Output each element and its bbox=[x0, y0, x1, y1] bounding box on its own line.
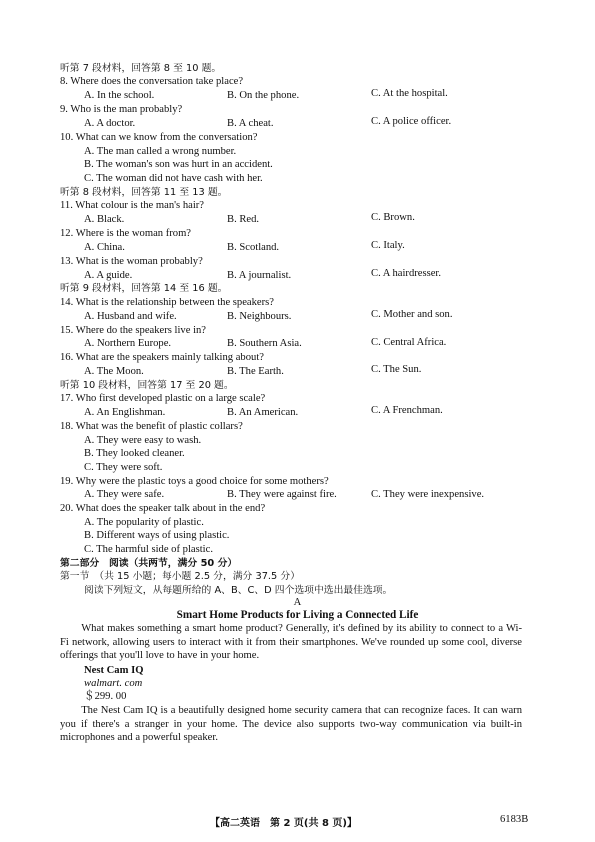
question-19: 19. Why were the plastic toys a good choice for some mothers? bbox=[60, 476, 329, 487]
q11-option-b: B. Red. bbox=[227, 214, 260, 225]
q17-option-b: B. An American. bbox=[227, 407, 299, 418]
question-14: 14. What is the relationship between the speakers? bbox=[60, 297, 274, 308]
q8-option-a: A. In the school. bbox=[84, 90, 155, 101]
q8-option-c: C. At the hospital. bbox=[371, 88, 448, 99]
product-name: Nest Cam IQ bbox=[84, 665, 144, 676]
section-heading: 第一节 （共 15 小题；每小题 2.5 分，满分 37.5 分） bbox=[60, 571, 300, 582]
q18-option-b: B. They looked cleaner. bbox=[84, 448, 185, 459]
passage-letter: A bbox=[293, 597, 302, 608]
q9-option-b: B. A cheat. bbox=[227, 118, 274, 129]
product-store: walmart. com bbox=[84, 678, 143, 689]
q17-option-a: A. An Englishman. bbox=[84, 407, 166, 418]
product-description: The Nest Cam IQ is a beautifully designed home security camera that can recognize faces. It can warn you if there's a stranger in your home. The device also supports two-way communication via built-in microphones and a powerful speaker. bbox=[60, 705, 522, 743]
part-heading: 第二部分 阅读（共两节，满分 50 分） bbox=[60, 558, 238, 569]
question-10: 10. What can we know from the conversation? bbox=[60, 132, 258, 143]
question-20: 20. What does the speaker talk about in the end? bbox=[60, 503, 266, 514]
q11-option-c: C. Brown. bbox=[371, 212, 415, 223]
section-instruction: 听第 10 段材料，回答第 17 至 20 题。 bbox=[60, 380, 234, 391]
q13-option-c: C. A hairdresser. bbox=[371, 268, 442, 279]
q19-option-a: A. They were safe. bbox=[84, 489, 165, 500]
product-price: ＄299. 00 bbox=[84, 691, 127, 702]
q17-option-c: C. A Frenchman. bbox=[371, 405, 443, 416]
section-instruction: 听第 9 段材料，回答第 14 至 16 题。 bbox=[60, 283, 228, 294]
question-18: 18. What was the benefit of plastic collars? bbox=[60, 421, 243, 432]
q14-option-c: C. Mother and son. bbox=[371, 309, 453, 320]
q16-option-b: B. The Earth. bbox=[227, 366, 284, 377]
q15-option-a: A. Northern Europe. bbox=[84, 338, 172, 349]
q10-option-c: C. The woman did not have cash with her. bbox=[84, 173, 263, 184]
question-9: 9. Who is the man probably? bbox=[60, 104, 183, 115]
q14-option-a: A. Husband and wife. bbox=[84, 311, 177, 322]
q12-option-c: C. Italy. bbox=[371, 240, 405, 251]
page-code: 6183B bbox=[500, 814, 529, 825]
q18-option-a: A. They were easy to wash. bbox=[84, 435, 202, 446]
q9-option-a: A. A doctor. bbox=[84, 118, 136, 129]
question-16: 16. What are the speakers mainly talking about? bbox=[60, 352, 264, 363]
q20-option-a: A. The popularity of plastic. bbox=[84, 517, 204, 528]
question-17: 17. Who first developed plastic on a large scale? bbox=[60, 393, 266, 404]
passage-intro: What makes something a smart home product? Generally, it's defined by its ability to connect to a Wi-Fi network, allowing users to interact with it from their smartphones. We've rounded up some cool, diverse offerings that you'll love to have in your home. bbox=[60, 623, 522, 661]
instructions: 阅读下列短文，从每题所给的 A、B、C、D 四个选项中选出最佳选项。 bbox=[84, 585, 393, 596]
q19-option-c: C. They were inexpensive. bbox=[371, 489, 485, 500]
question-15: 15. Where do the speakers live in? bbox=[60, 325, 207, 336]
section-instruction: 听第 8 段材料，回答第 11 至 13 题。 bbox=[60, 187, 228, 198]
q15-option-c: C. Central Africa. bbox=[371, 337, 447, 348]
question-12: 12. Where is the woman from? bbox=[60, 228, 192, 239]
q8-option-b: B. On the phone. bbox=[227, 90, 300, 101]
q9-option-c: C. A police officer. bbox=[371, 116, 452, 127]
q12-option-a: A. China. bbox=[84, 242, 125, 253]
page-footer: 【高二英语 第 2 页(共 8 页)】 bbox=[210, 818, 357, 829]
q20-option-c: C. The harmful side of plastic. bbox=[84, 544, 213, 555]
q13-option-b: B. A journalist. bbox=[227, 270, 292, 281]
question-13: 13. What is the woman probably? bbox=[60, 256, 203, 267]
passage-title: Smart Home Products for Living a Connected Life bbox=[176, 609, 419, 621]
q19-option-b: B. They were against fire. bbox=[227, 489, 337, 500]
q11-option-a: A. Black. bbox=[84, 214, 125, 225]
q15-option-b: B. Southern Asia. bbox=[227, 338, 302, 349]
q10-option-a: A. The man called a wrong number. bbox=[84, 146, 237, 157]
question-8: 8. Where does the conversation take place? bbox=[60, 76, 244, 87]
q16-option-a: A. The Moon. bbox=[84, 366, 144, 377]
q16-option-c: C. The Sun. bbox=[371, 364, 422, 375]
q12-option-b: B. Scotland. bbox=[227, 242, 280, 253]
q13-option-a: A. A guide. bbox=[84, 270, 133, 281]
q18-option-c: C. They were soft. bbox=[84, 462, 163, 473]
q10-option-b: B. The woman's son was hurt in an accident. bbox=[84, 159, 273, 170]
question-11: 11. What colour is the man's hair? bbox=[60, 200, 205, 211]
section-instruction: 听第 7 段材料，回答第 8 至 10 题。 bbox=[60, 63, 222, 74]
q20-option-b: B. Different ways of using plastic. bbox=[84, 530, 230, 541]
q14-option-b: B. Neighbours. bbox=[227, 311, 292, 322]
